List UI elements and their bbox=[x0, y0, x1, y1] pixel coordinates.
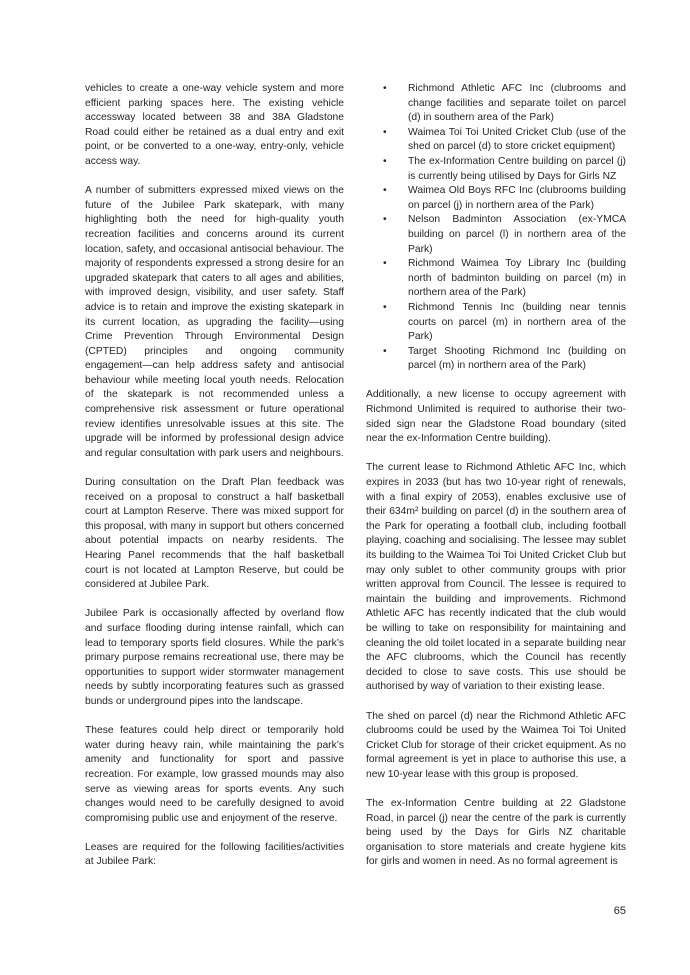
leases-list bbox=[366, 82, 626, 374]
paragraph-basketball-court: During consultation on the Draft Plan feedback was received on a proposal to construct a half basketball court at Lampton Reserve. There was mixed support for this proposal, with many in support but others concerned about potential impacts on nearby residents. The Hearing Panel recommends that the half basketball court is not located at Lampton Reserve, but could be considered at Jubilee Park. bbox=[85, 477, 344, 591]
bullet: • bbox=[383, 258, 387, 270]
bullet: • bbox=[383, 214, 387, 226]
bullet: • bbox=[383, 345, 387, 357]
paragraph-flooding: Jubilee Park is occasionally affected by overland flow and surface flooding during intense rainfall, which can lead to temporary sports field closures. While the park’s primary purpose remains recreational use, there may be opportunities to support wider stormwater management needs by subtly incorporating features such as grassed bunds or underground pipes into the landscape. bbox=[85, 608, 344, 707]
paragraph-parking-accessway: vehicles to create a one-way vehicle system and more efficient parking spaces here. The existing vehicle accessway located between 38 and 38A Gladstone Road could either be retained as a dual entry and exit point, or be converted to a one-way, entry-only, vehicle access way. bbox=[85, 83, 344, 167]
paragraph-athletic-afc-lease: The current lease to Richmond Athletic AFC Inc, which expires in 2033 (but has two 10-year right of renewals, with a final expiry of 2053), enables exclusive use of their 634m² building on parcel (d) in the southern area of the Park for operating a football club, including football playing, coaching and socialising. The lessee may sublet its building to the Waimea Toi Toi United Cricket Club but may only sublet to other community groups with prior written approval from Council. The lessee is required to maintain the building and improvements. Richmond Athletic AFC has recently indicated that the club would be willing to take on responsibility for maintaining and cleaning the old toilet located in a separate building near the AFC clubrooms, which the Council has recently decided to close to save costs. This use should be authorised by way of variation to their existing lease. bbox=[366, 462, 626, 693]
left-column bbox=[85, 82, 344, 885]
paragraph-license-to-occupy: Additionally, a new license to occupy agreement with Richmond Unlimited is required to authorise their two-sided sign near the Gladstone Road boundary (sited near the ex-Information Centre building). bbox=[366, 389, 626, 445]
list-item bbox=[366, 345, 626, 374]
paragraph-leases-intro: Leases are required for the following facilities/activities at Jubilee Park: bbox=[85, 841, 344, 868]
list-item-text: Waimea Old Boys RFC Inc (clubrooms building on parcel (j) in northern area of the Park) bbox=[408, 185, 626, 211]
paragraph-skatepark: A number of submitters expressed mixed views on the future of the Jubilee Park skatepark, with many highlighting both the need for high-quality youth recreation facilities and concerns around its current location, safety, and occasional antisocial behaviour. The majority of respondents expressed a strong desire for an upgraded skatepark that caters to all ages and abilities, with improved design, visibility, and user safety. Staff advice is to retain and improve the existing skatepark in its current location, as upgrading the facility—using Crime Prevention Through Environmental Design (CPTED) principles and ongoing community engagement—can help address safety and antisocial behaviour while meeting local youth needs. Relocation of the skatepark is not recommended unless a comprehensive risk assessment or future operational review identifies unresolvable issues at this site. The upgrade will be informed by professional design advice and regular consultation with park users and neighbours. bbox=[85, 185, 344, 459]
bullet: • bbox=[383, 301, 387, 313]
list-item-text: Nelson Badminton Association (ex-YMCA building on parcel (l) in northern area of the Park) bbox=[408, 214, 626, 255]
bullet: • bbox=[383, 155, 387, 167]
list-item bbox=[366, 126, 626, 155]
list-item bbox=[366, 213, 626, 257]
list-item-text: Waimea Toi Toi United Cricket Club (use of the shed on parcel (d) to store cricket equipment) bbox=[408, 126, 626, 153]
list-item bbox=[366, 257, 626, 301]
bullet: • bbox=[383, 126, 387, 138]
list-item-text: Richmond Athletic AFC Inc (clubrooms and change facilities and separate toilet on parcel (d) in southern area of the Park) bbox=[408, 83, 626, 124]
bullet: • bbox=[383, 185, 387, 197]
paragraph-ex-information-centre: The ex-Information Centre building at 22 Gladstone Road, in parcel (j) near the centre of the park is currently being used by the Days for Girls NZ charitable organisation to store materials and create hygiene kits for girls and women in need. As no formal agreement is bbox=[366, 798, 626, 868]
list-item bbox=[366, 155, 626, 184]
list-item bbox=[366, 184, 626, 213]
list-item-text: Richmond Waimea Toy Library Inc (building north of badminton building on parcel (m) in northern area of the Park) bbox=[408, 258, 626, 299]
list-item-text: Richmond Tennis Inc (building near tennis courts on parcel (m) in northern area of the Park) bbox=[408, 301, 626, 343]
list-item bbox=[366, 82, 626, 126]
paragraph-cricket-shed: The shed on parcel (d) near the Richmond Athletic AFC clubrooms could be used by the Waimea Toi Toi United Cricket Club for storage of their cricket equipment. As no formal agreement is yet in place to authorise this use, a new 10-year lease with this group is proposed. bbox=[366, 710, 626, 780]
page-number: 65 bbox=[613, 905, 626, 917]
list-item-text: The ex-Information Centre building on parcel (j) is currently being utilised by Days for Girls NZ bbox=[408, 155, 626, 182]
paragraph-stormwater-features: These features could help direct or temporarily hold water during heavy rain, while maintaining the park’s amenity and functionality for sport and passive recreation. For example, low grassed mounds may also serve as viewing areas for sports events. Any such changes would need to be carefully designed to avoid compromising public use and enjoyment of the reserve. bbox=[85, 725, 344, 824]
list-item bbox=[366, 301, 626, 345]
list-item-text: Target Shooting Richmond Inc (building on parcel (m) in northern area of the Park) bbox=[408, 345, 626, 372]
bullet: • bbox=[383, 83, 387, 94]
right-column bbox=[366, 82, 626, 885]
